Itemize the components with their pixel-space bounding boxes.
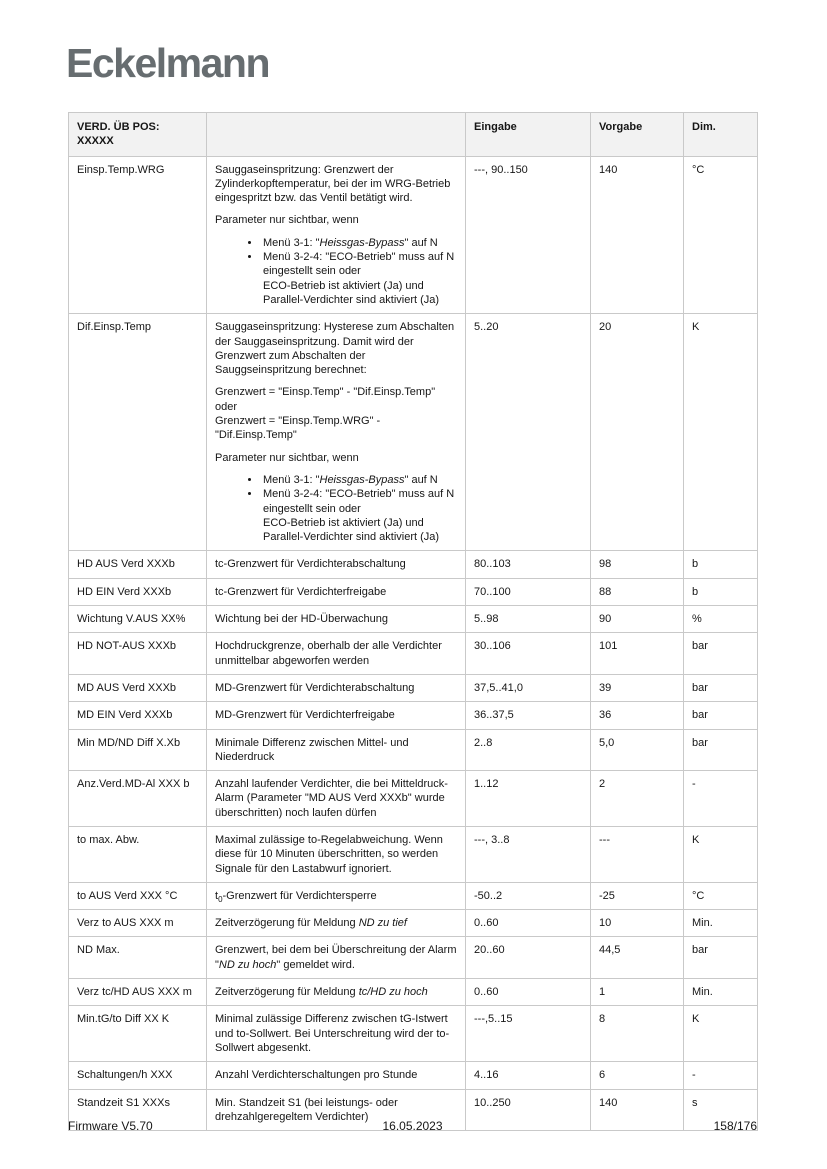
footer-date: 16.05.2023	[382, 1119, 443, 1133]
dim-cell: bar	[684, 702, 758, 729]
page-footer	[68, 1119, 757, 1133]
parameter-table	[68, 112, 758, 1131]
eingabe-cell: 5..20	[466, 314, 591, 551]
header-vorgabe: Vorgabe	[591, 113, 684, 157]
vorgabe-cell: 44,5	[591, 937, 684, 979]
param-cell: HD AUS Verd XXXb	[69, 551, 207, 578]
eingabe-cell: 80..103	[466, 551, 591, 578]
eingabe-cell: 4..16	[466, 1062, 591, 1089]
param-cell: MD EIN Verd XXXb	[69, 702, 207, 729]
table-row	[69, 979, 758, 1006]
vorgabe-cell: 6	[591, 1062, 684, 1089]
eingabe-cell: 2..8	[466, 729, 591, 771]
dim-cell: K	[684, 314, 758, 551]
description-cell: Wichtung bei der HD-Überwachung	[207, 606, 466, 633]
vorgabe-cell: 101	[591, 633, 684, 675]
dim-cell: bar	[684, 729, 758, 771]
description-cell: tc-Grenzwert für Verdichterabschaltung	[207, 551, 466, 578]
vorgabe-cell: 140	[591, 1089, 684, 1131]
description-cell: Anzahl laufender Verdichter, die bei Mitteldruck-Alarm (Parameter "MD AUS Verd XXXb" wurde überschritten) noch laufen dürfen	[207, 771, 466, 827]
param-cell: Einsp.Temp.WRG	[69, 156, 207, 314]
eingabe-cell: ---, 3..8	[466, 826, 591, 882]
vorgabe-cell: 10	[591, 910, 684, 937]
dim-cell: b	[684, 551, 758, 578]
description-cell: Min. Standzeit S1 (bei leistungs- oder drehzahlgeregeltem Verdichter)	[207, 1089, 466, 1131]
dim-cell: bar	[684, 674, 758, 701]
param-cell: Wichtung V.AUS XX%	[69, 606, 207, 633]
table-row	[69, 910, 758, 937]
dim-cell: -	[684, 1062, 758, 1089]
dim-cell: -	[684, 771, 758, 827]
eingabe-cell: 70..100	[466, 578, 591, 605]
table-row	[69, 1006, 758, 1062]
dim-cell: Min.	[684, 910, 758, 937]
param-cell: Min MD/ND Diff X.Xb	[69, 729, 207, 771]
table-row	[69, 551, 758, 578]
dim-cell: bar	[684, 937, 758, 979]
eingabe-cell: 0..60	[466, 910, 591, 937]
vorgabe-cell: -25	[591, 882, 684, 909]
description-cell: Sauggaseinspritzung: Hysterese zum Abschalten der Sauggaseinspritzung. Damit wird der Grenzwert zum Abschalten der Sauggseinspritzung berechnet: Grenzwert = "Einsp.Temp" - "Dif.Einsp.Temp" oder Grenzwert = "Einsp.Temp.WRG" - "Dif.Einsp.Temp" Parameter nur sichtbar, wenn • Menü 3-1: "Heissgas-Bypass" auf N • Menü 3-2-4: "ECO-Betrieb" muss auf N eingestellt sein oder ECO-Betrieb ist aktiviert (Ja) und Parallel-Verdichter sind aktiviert (Ja)	[207, 314, 466, 551]
eingabe-cell: 30..106	[466, 633, 591, 675]
header-verd-ueb-pos: VERD. ÜB POS: XXXXX	[69, 113, 207, 157]
description-cell: Grenzwert, bei dem bei Überschreitung der Alarm "ND zu hoch" gemeldet wird.	[207, 937, 466, 979]
param-cell: HD NOT-AUS XXXb	[69, 633, 207, 675]
dim-cell: K	[684, 1006, 758, 1062]
param-cell: to max. Abw.	[69, 826, 207, 882]
description-cell: Minimal zulässige Differenz zwischen tG-Istwert und to-Sollwert. Bei Unterschreitung wird der to-Sollwert abgesenkt.	[207, 1006, 466, 1062]
vorgabe-cell: ---	[591, 826, 684, 882]
dim-cell: s	[684, 1089, 758, 1131]
description-cell: Hochdruckgrenze, oberhalb der alle Verdichter unmittelbar abgeworfen werden	[207, 633, 466, 675]
param-cell: to AUS Verd XXX °C	[69, 882, 207, 909]
header-description	[207, 113, 466, 157]
header-dim: Dim.	[684, 113, 758, 157]
description-cell: Minimale Differenz zwischen Mittel- und Niederdruck	[207, 729, 466, 771]
eingabe-cell: 20..60	[466, 937, 591, 979]
eingabe-cell: 1..12	[466, 771, 591, 827]
vorgabe-cell: 1	[591, 979, 684, 1006]
param-cell: Dif.Einsp.Temp	[69, 314, 207, 551]
vorgabe-cell: 36	[591, 702, 684, 729]
description-cell: tc-Grenzwert für Verdichterfreigabe	[207, 578, 466, 605]
table-header-row	[69, 113, 758, 157]
table-row	[69, 729, 758, 771]
eingabe-cell: 37,5..41,0	[466, 674, 591, 701]
table-row	[69, 702, 758, 729]
eingabe-cell: ---,5..15	[466, 1006, 591, 1062]
vorgabe-cell: 2	[591, 771, 684, 827]
description-cell: Maximal zulässige to-Regelabweichung. Wenn diese für 10 Minuten überschritten, so werden Signale für den Lastabwurf ignoriert.	[207, 826, 466, 882]
table-row	[69, 314, 758, 551]
description-cell: Anzahl Verdichterschaltungen pro Stunde	[207, 1062, 466, 1089]
param-cell: Anz.Verd.MD-Al XXX b	[69, 771, 207, 827]
dim-cell: Min.	[684, 979, 758, 1006]
description-cell: MD-Grenzwert für Verdichterfreigabe	[207, 702, 466, 729]
param-cell: Schaltungen/h XXX	[69, 1062, 207, 1089]
dim-cell: %	[684, 606, 758, 633]
vorgabe-cell: 140	[591, 156, 684, 314]
param-cell: ND Max.	[69, 937, 207, 979]
dim-cell: bar	[684, 633, 758, 675]
param-cell: Verz tc/HD AUS XXX m	[69, 979, 207, 1006]
vorgabe-cell: 98	[591, 551, 684, 578]
table-row	[69, 156, 758, 314]
table-row	[69, 674, 758, 701]
param-cell: HD EIN Verd XXXb	[69, 578, 207, 605]
table-row	[69, 937, 758, 979]
dim-cell: K	[684, 826, 758, 882]
table-row	[69, 578, 758, 605]
description-cell: Zeitverzögerung für Meldung ND zu tief	[207, 910, 466, 937]
vorgabe-cell: 90	[591, 606, 684, 633]
eingabe-cell: ---, 90..150	[466, 156, 591, 314]
description-cell: $t_0$-Grenzwert für Verdichtersperre	[207, 882, 466, 909]
param-cell: Min.tG/to Diff XX K	[69, 1006, 207, 1062]
header-eingabe: Eingabe	[466, 113, 591, 157]
vorgabe-cell: 20	[591, 314, 684, 551]
description-cell: MD-Grenzwert für Verdichterabschaltung	[207, 674, 466, 701]
eingabe-cell: 5..98	[466, 606, 591, 633]
vorgabe-cell: 5,0	[591, 729, 684, 771]
company-logo: Eckelmann	[66, 40, 269, 86]
table-row	[69, 882, 758, 909]
footer-page-number: 158/176	[713, 1119, 757, 1133]
eingabe-cell: 0..60	[466, 979, 591, 1006]
vorgabe-cell: 88	[591, 578, 684, 605]
dim-cell: °C	[684, 156, 758, 314]
param-cell: Standzeit S1 XXXs	[69, 1089, 207, 1131]
table-row	[69, 771, 758, 827]
vorgabe-cell: 8	[591, 1006, 684, 1062]
vorgabe-cell: 39	[591, 674, 684, 701]
table-row	[69, 826, 758, 882]
description-cell: Sauggaseinspritzung: Grenzwert der Zylinderkopftemperatur, bei der im WRG-Betrieb eingespritzt bzw. das Ventil betätigt wird. Parameter nur sichtbar, wenn • Menü 3-1: "Heissgas-Bypass" auf N • Menü 3-2-4: "ECO-Betrieb" muss auf N eingestellt sein oder ECO-Betrieb ist aktiviert (Ja) und Parallel-Verdichter sind aktiviert (Ja)	[207, 156, 466, 314]
eingabe-cell: 36..37,5	[466, 702, 591, 729]
table-row	[69, 606, 758, 633]
footer-firmware-version: Firmware V5.70	[68, 1119, 153, 1133]
dim-cell: °C	[684, 882, 758, 909]
eingabe-cell: -50..2	[466, 882, 591, 909]
param-cell: Verz to AUS XXX m	[69, 910, 207, 937]
param-cell: MD AUS Verd XXXb	[69, 674, 207, 701]
table-row	[69, 633, 758, 675]
table-row	[69, 1062, 758, 1089]
description-cell: Zeitverzögerung für Meldung tc/HD zu hoch	[207, 979, 466, 1006]
dim-cell: b	[684, 578, 758, 605]
eingabe-cell: 10..250	[466, 1089, 591, 1131]
